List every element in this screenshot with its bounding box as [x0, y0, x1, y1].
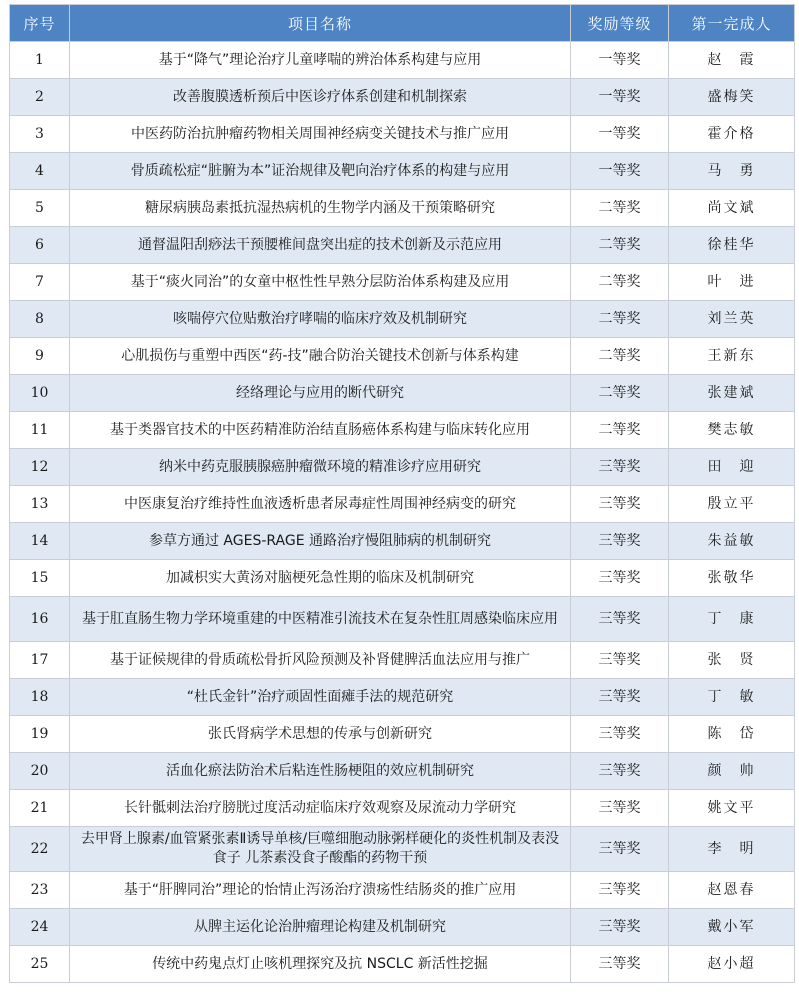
- row-no: 3: [10, 116, 70, 153]
- row-no: 6: [10, 227, 70, 264]
- header-first-person: 第一完成人: [669, 5, 795, 42]
- row-award-level: 三等奖: [571, 560, 669, 597]
- table-row: [10, 523, 795, 560]
- table-row: [10, 909, 795, 946]
- row-no: 22: [10, 827, 70, 872]
- row-no: 16: [10, 597, 70, 642]
- row-award-level: 三等奖: [571, 827, 669, 872]
- row-no: 8: [10, 301, 70, 338]
- row-award-level: 二等奖: [571, 227, 669, 264]
- row-project-name: 纳米中药克服胰腺癌肿瘤微环境的精准诊疗应用研究: [70, 449, 571, 486]
- row-no: 1: [10, 42, 70, 79]
- row-project-name: 基于类器官技术的中医药精准防治结直肠癌体系构建与临床转化应用: [70, 412, 571, 449]
- table-row: [10, 790, 795, 827]
- row-first-person: 张敬华: [669, 560, 795, 597]
- row-project-name: 张氏肾病学术思想的传承与创新研究: [70, 716, 571, 753]
- table-row: [10, 301, 795, 338]
- row-no: 24: [10, 909, 70, 946]
- table-row: [10, 449, 795, 486]
- row-project-name: 基于“降气”理论治疗儿童哮喘的辨治体系构建与应用: [70, 42, 571, 79]
- row-award-level: 二等奖: [571, 375, 669, 412]
- table-row: [10, 42, 795, 79]
- row-first-person: 赵恩春: [669, 872, 795, 909]
- row-first-person: 殷立平: [669, 486, 795, 523]
- row-no: 17: [10, 642, 70, 679]
- row-project-name: 中医康复治疗维持性血液透析患者尿毒症性周围神经病变的研究: [70, 486, 571, 523]
- row-project-name: 长针骶刺法治疗膀胱过度活动症临床疗效观察及尿流动力学研究: [70, 790, 571, 827]
- row-award-level: 二等奖: [571, 301, 669, 338]
- row-award-level: 三等奖: [571, 790, 669, 827]
- row-first-person: 戴小军: [669, 909, 795, 946]
- row-no: 14: [10, 523, 70, 560]
- row-project-name: 改善腹膜透析预后中医诊疗体系创建和机制探索: [70, 79, 571, 116]
- awards-table: [9, 4, 795, 983]
- table-row: [10, 375, 795, 412]
- row-no: 18: [10, 679, 70, 716]
- row-award-level: 三等奖: [571, 872, 669, 909]
- row-project-name: 咳喘停穴位贴敷治疗哮喘的临床疗效及机制研究: [70, 301, 571, 338]
- table-row: [10, 264, 795, 301]
- table-header: [10, 5, 795, 42]
- row-first-person: 丁 康: [669, 597, 795, 642]
- row-no: 25: [10, 946, 70, 983]
- row-award-level: 三等奖: [571, 449, 669, 486]
- row-award-level: 二等奖: [571, 264, 669, 301]
- table-row: [10, 227, 795, 264]
- row-no: 9: [10, 338, 70, 375]
- table-row: [10, 116, 795, 153]
- row-first-person: 刘兰英: [669, 301, 795, 338]
- table-row: [10, 79, 795, 116]
- row-award-level: 二等奖: [571, 412, 669, 449]
- row-project-name: 心肌损伤与重塑中西医“药-技”融合防治关键技术创新与体系构建: [70, 338, 571, 375]
- row-project-name: 糖尿病胰岛素抵抗湿热病机的生物学内涵及干预策略研究: [70, 190, 571, 227]
- table-row: [10, 679, 795, 716]
- table-row: [10, 153, 795, 190]
- row-first-person: 朱益敏: [669, 523, 795, 560]
- header-award-level: 奖励等级: [571, 5, 669, 42]
- row-first-person: 尚文斌: [669, 190, 795, 227]
- row-award-level: 三等奖: [571, 679, 669, 716]
- row-project-name: “杜氏金针”治疗顽固性面瘫手法的规范研究: [70, 679, 571, 716]
- row-project-name: 参草方通过 AGES-RAGE 通路治疗慢阻肺病的机制研究: [70, 523, 571, 560]
- table-row: [10, 872, 795, 909]
- row-no: 7: [10, 264, 70, 301]
- header-project-name: 项目名称: [70, 5, 571, 42]
- table-row: [10, 716, 795, 753]
- row-first-person: 张建斌: [669, 375, 795, 412]
- row-no: 23: [10, 872, 70, 909]
- row-first-person: 盛梅笑: [669, 79, 795, 116]
- row-award-level: 一等奖: [571, 42, 669, 79]
- row-award-level: 三等奖: [571, 909, 669, 946]
- row-award-level: 二等奖: [571, 338, 669, 375]
- row-first-person: 丁 敏: [669, 679, 795, 716]
- table-row: [10, 338, 795, 375]
- header-row: [10, 5, 795, 42]
- row-award-level: 三等奖: [571, 642, 669, 679]
- row-project-name: 通督温阳刮痧法干预腰椎间盘突出症的技术创新及示范应用: [70, 227, 571, 264]
- row-project-name: 中医药防治抗肿瘤药物相关周围神经病变关键技术与推广应用: [70, 116, 571, 153]
- row-first-person: 王新东: [669, 338, 795, 375]
- row-no: 19: [10, 716, 70, 753]
- row-project-name: 骨质疏松症“脏腑为本”证治规律及靶向治疗体系的构建与应用: [70, 153, 571, 190]
- row-first-person: 颜 帅: [669, 753, 795, 790]
- row-first-person: 张 贤: [669, 642, 795, 679]
- table-row: [10, 486, 795, 523]
- row-no: 2: [10, 79, 70, 116]
- row-project-name: 基于“肝脾同治”理论的怡情止泻汤治疗溃疡性结肠炎的推广应用: [70, 872, 571, 909]
- row-award-level: 三等奖: [571, 523, 669, 560]
- row-award-level: 一等奖: [571, 116, 669, 153]
- row-first-person: 李 明: [669, 827, 795, 872]
- row-no: 5: [10, 190, 70, 227]
- row-no: 4: [10, 153, 70, 190]
- row-first-person: 赵 霞: [669, 42, 795, 79]
- table-row: [10, 753, 795, 790]
- row-no: 15: [10, 560, 70, 597]
- row-first-person: 霍介格: [669, 116, 795, 153]
- row-project-name: 加减枳实大黄汤对脑梗死急性期的临床及机制研究: [70, 560, 571, 597]
- row-project-name: 传统中药鬼点灯止咳机理探究及抗 NSCLC 新活性挖掘: [70, 946, 571, 983]
- row-first-person: 樊志敏: [669, 412, 795, 449]
- row-first-person: 陈 岱: [669, 716, 795, 753]
- row-no: 13: [10, 486, 70, 523]
- row-award-level: 三等奖: [571, 597, 669, 642]
- row-no: 12: [10, 449, 70, 486]
- row-no: 11: [10, 412, 70, 449]
- row-project-name: 基于证候规律的骨质疏松骨折风险预测及补肾健脾活血法应用与推广: [70, 642, 571, 679]
- table-body: [10, 42, 795, 983]
- row-project-name: 基于肛直肠生物力学环境重建的中医精准引流技术在复杂性肛周感染临床应用: [70, 597, 571, 642]
- table-row: [10, 946, 795, 983]
- table-row: [10, 597, 795, 642]
- row-award-level: 三等奖: [571, 946, 669, 983]
- row-award-level: 一等奖: [571, 79, 669, 116]
- row-award-level: 一等奖: [571, 153, 669, 190]
- table-row: [10, 642, 795, 679]
- table-row: [10, 827, 795, 872]
- row-first-person: 赵小超: [669, 946, 795, 983]
- row-project-name: 去甲肾上腺素/血管紧张素Ⅱ诱导单核/巨噬细胞动脉粥样硬化的炎性机制及表没食子 儿茶素没食子酸酯的药物干预: [70, 827, 571, 872]
- row-project-name: 从脾主运化论治肿瘤理论构建及机制研究: [70, 909, 571, 946]
- row-award-level: 二等奖: [571, 190, 669, 227]
- table-row: [10, 560, 795, 597]
- row-first-person: 徐桂华: [669, 227, 795, 264]
- table-row: [10, 190, 795, 227]
- header-no: 序号: [10, 5, 70, 42]
- row-project-name: 活血化瘀法防治术后粘连性肠梗阻的效应机制研究: [70, 753, 571, 790]
- row-no: 21: [10, 790, 70, 827]
- row-award-level: 三等奖: [571, 486, 669, 523]
- row-first-person: 姚文平: [669, 790, 795, 827]
- row-first-person: 叶 进: [669, 264, 795, 301]
- row-first-person: 田 迎: [669, 449, 795, 486]
- row-award-level: 三等奖: [571, 753, 669, 790]
- row-no: 10: [10, 375, 70, 412]
- row-project-name: 经络理论与应用的断代研究: [70, 375, 571, 412]
- row-project-name: 基于“痰火同治”的女童中枢性性早熟分层防治体系构建及应用: [70, 264, 571, 301]
- table-row: [10, 412, 795, 449]
- row-award-level: 三等奖: [571, 716, 669, 753]
- row-no: 20: [10, 753, 70, 790]
- row-first-person: 马 勇: [669, 153, 795, 190]
